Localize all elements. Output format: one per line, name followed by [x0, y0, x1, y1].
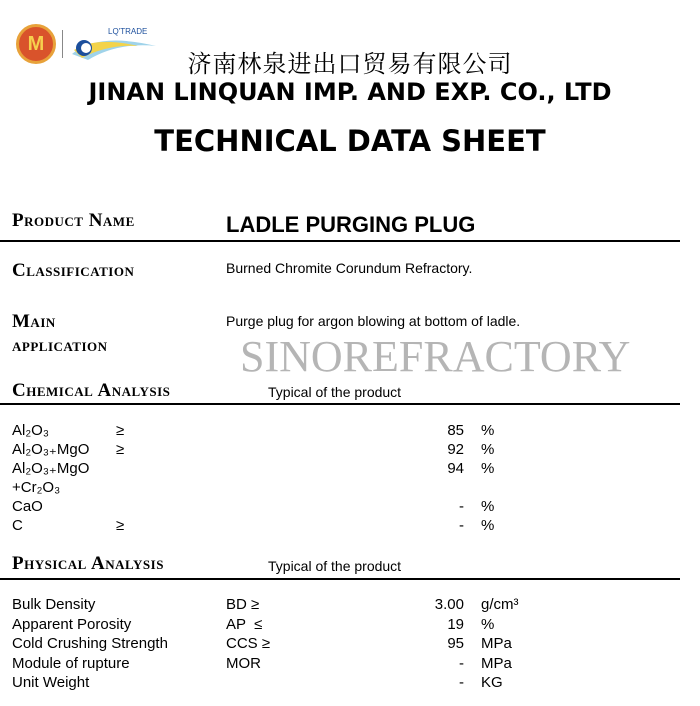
chemical-operator: ≥ — [116, 422, 125, 439]
property-value: 95 — [447, 635, 464, 652]
chemical-name: CaO — [12, 498, 43, 515]
chemical-unit: % — [481, 422, 495, 439]
application-label-line1: Main — [12, 311, 56, 332]
property-unit: MPa — [481, 654, 512, 672]
product-name-label: Product Name — [12, 210, 135, 231]
chemical-value: 85 — [447, 422, 464, 439]
property-name: Unit Weight — [12, 674, 90, 691]
chemical-analysis-heading: Chemical Analysis — [12, 380, 171, 401]
chemical-operator: ≥ — [116, 441, 125, 458]
chemical-value: 92 — [447, 441, 464, 458]
chemical-unit: % — [481, 498, 495, 515]
chemical-value: - — [459, 517, 464, 534]
product-name: LADLE PURGING PLUG — [226, 212, 476, 237]
property-value: 3.00 — [434, 596, 464, 613]
property-unit: g/cm³ — [481, 596, 519, 613]
property-name: Module of rupture — [12, 654, 130, 672]
property-unit: MPa — [481, 635, 512, 652]
chemical-unit: % — [481, 441, 495, 458]
classification-label: Classification — [12, 260, 135, 281]
physical-analysis-note: Typical of the product — [268, 558, 402, 574]
company-name-en: JINAN LINQUAN IMP. AND EXP. CO., LTD — [88, 78, 612, 106]
chemical-name: C — [12, 517, 23, 534]
property-value: 19 — [447, 615, 464, 633]
property-unit: % — [481, 615, 495, 633]
chemical-operator: ≥ — [116, 517, 125, 534]
divider — [0, 240, 680, 242]
property-name: Cold Crushing Strength — [12, 635, 168, 652]
chemical-unit: % — [481, 460, 495, 477]
application-label-line2: application — [12, 335, 108, 356]
property-name: Bulk Density — [12, 596, 96, 613]
lq-trade-logo — [68, 24, 158, 64]
physical-analysis-heading: Physical Analysis — [12, 553, 164, 574]
property-unit: KG — [481, 674, 503, 691]
property-operator: AP ≤ — [226, 615, 263, 633]
chemical-unit: % — [481, 517, 495, 534]
property-value: - — [459, 654, 464, 672]
logo-divider — [62, 30, 63, 58]
classification-value: Burned Chromite Corundum Refractory. — [226, 260, 473, 276]
chemical-name: Al₂O₃ — [12, 422, 49, 439]
application-value: Purge plug for argon blowing at bottom of ladle. — [226, 313, 521, 329]
property-name: Apparent Porosity — [12, 615, 132, 633]
chemical-name-cont: +Cr₂O₃ — [12, 479, 61, 496]
logo-text: LQ'TRADE — [108, 27, 148, 36]
chemical-name: Al₂O₃₊MgO — [12, 441, 90, 458]
property-value: - — [459, 674, 464, 691]
company-logo: M — [16, 24, 56, 64]
chemical-value: 94 — [447, 460, 464, 477]
company-name-cn: 济南林泉进出口贸易有限公司 — [187, 50, 513, 78]
property-operator: CCS ≥ — [226, 635, 271, 652]
property-operator: BD ≥ — [226, 596, 260, 613]
divider — [0, 403, 680, 405]
chemical-name: Al₂O₃₊MgO — [12, 460, 90, 477]
document-title: TECHNICAL DATA SHEET — [154, 124, 546, 158]
property-operator: MOR — [226, 654, 261, 672]
chemical-value: - — [459, 498, 464, 515]
watermark: SINOREFRACTORY — [240, 332, 631, 381]
chemical-analysis-note: Typical of the product — [268, 384, 402, 400]
divider — [0, 578, 680, 580]
